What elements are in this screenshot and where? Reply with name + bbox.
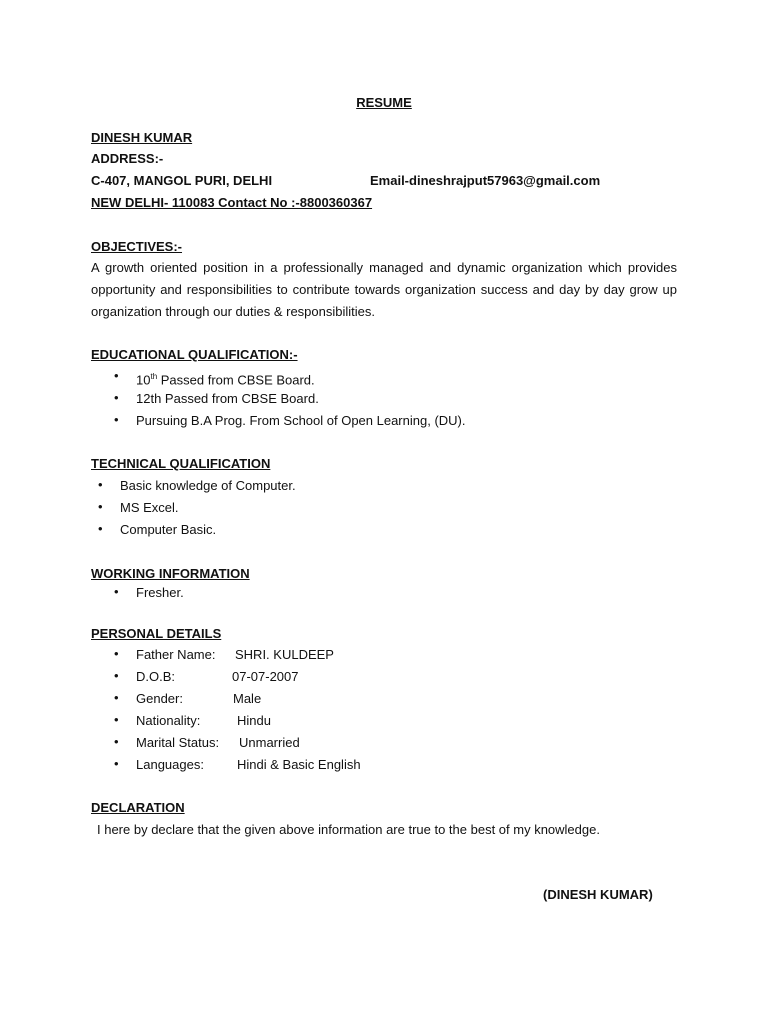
bullet-icon: • <box>114 756 119 771</box>
address-line-2: NEW DELHI- 110083 Contact No :-8800360367 <box>91 195 373 210</box>
education-item-3: Pursuing B.A Prog. From School of Open Learning, (DU). <box>136 413 466 428</box>
personal-row-label: Gender: <box>136 691 183 706</box>
personal-row-value: Hindi & Basic English <box>237 757 361 772</box>
bullet-icon: • <box>114 734 119 749</box>
technical-item: Computer Basic. <box>120 522 217 537</box>
declaration-heading: DECLARATION <box>91 800 185 815</box>
technical-heading: TECHNICAL QUALIFICATION <box>91 456 271 471</box>
technical-item: MS Excel. <box>120 500 179 515</box>
address-label: ADDRESS:- <box>91 151 164 166</box>
bullet-icon: • <box>114 712 119 727</box>
bullet-icon: • <box>114 690 119 705</box>
education-item-2: 12th Passed from CBSE Board. <box>136 391 319 406</box>
personal-row-label: Nationality: <box>136 713 201 728</box>
personal-row-label: Languages: <box>136 757 204 772</box>
bullet-icon: • <box>114 584 119 599</box>
declaration-text: I here by declare that the given above information are true to the best of my knowledge. <box>97 822 600 837</box>
applicant-name: DINESH KUMAR <box>91 130 193 145</box>
bullet-icon: • <box>98 477 103 492</box>
document-title: RESUME <box>356 95 412 110</box>
education-item-1-number: 10 <box>136 372 151 388</box>
personal-heading: PERSONAL DETAILS <box>91 626 222 641</box>
objectives-text: A growth oriented position in a professionally managed and dynamic organization which provides opportunity and responsibilities to contribute towards organization success and day by day grow up organization through our duties & responsibilities. <box>91 260 677 319</box>
bullet-icon: • <box>114 646 119 661</box>
personal-row-value: Male <box>233 691 262 706</box>
address-line-1: C-407, MANGOL PURI, DELHI <box>91 173 273 188</box>
signature-name: (DINESH KUMAR) <box>543 887 653 902</box>
working-item: Fresher. <box>136 585 184 600</box>
personal-row-label: Father Name: <box>136 647 216 662</box>
technical-item: Basic knowledge of Computer. <box>120 478 296 493</box>
personal-row-value: 07-07-2007 <box>232 669 299 684</box>
education-item-1 <box>136 369 315 388</box>
bullet-icon: • <box>114 390 119 405</box>
email-address: Email-dineshrajput57963@gmail.com <box>370 173 601 188</box>
personal-row-value: Unmarried <box>239 735 300 750</box>
bullet-icon: • <box>114 368 119 383</box>
personal-row-label: D.O.B: <box>136 669 176 684</box>
bullet-icon: • <box>114 412 119 427</box>
education-item-1-text: Passed from CBSE Board. <box>157 372 315 388</box>
bullet-icon: • <box>98 521 103 536</box>
education-heading: EDUCATIONAL QUALIFICATION:- <box>91 347 298 362</box>
personal-row-value: Hindu <box>237 713 271 728</box>
personal-row-label: Marital Status: <box>136 735 220 750</box>
objectives-heading: OBJECTIVES:- <box>91 239 183 254</box>
working-heading: WORKING INFORMATION <box>91 566 250 581</box>
education-item-1-superscript: th <box>150 372 158 381</box>
bullet-icon: • <box>114 668 119 683</box>
personal-row-value: SHRI. KULDEEP <box>235 647 334 662</box>
bullet-icon: • <box>98 499 103 514</box>
